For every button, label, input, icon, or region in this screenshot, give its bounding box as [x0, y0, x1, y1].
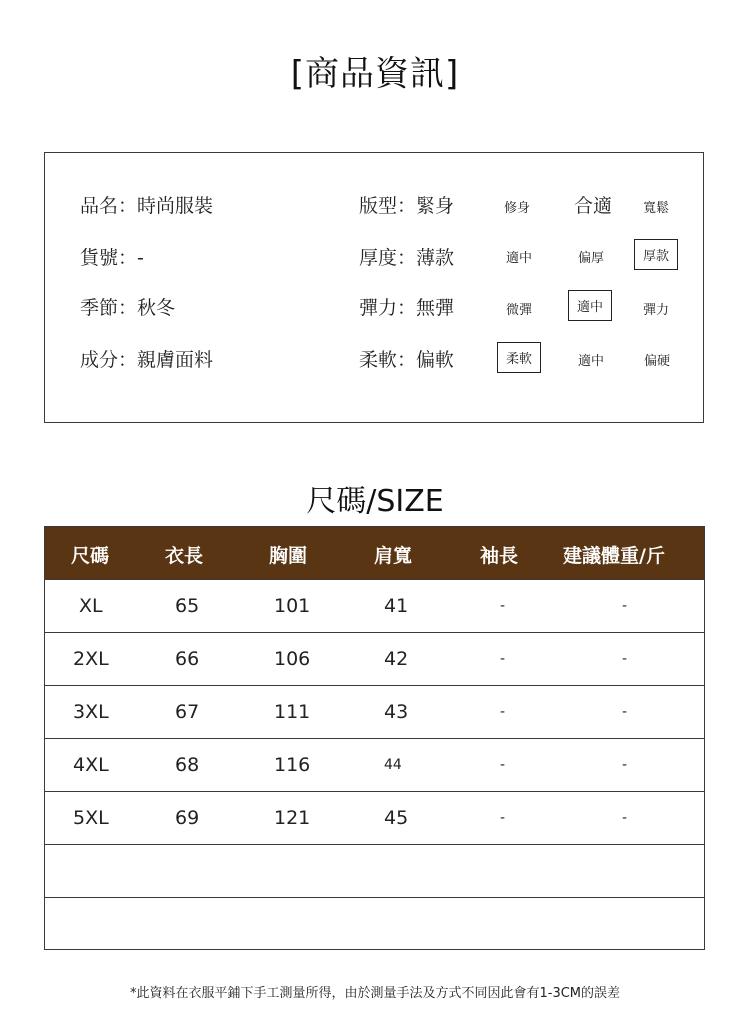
- header-shoulder: 肩寬: [374, 545, 413, 567]
- cell-shoulder: 45: [384, 807, 409, 829]
- cell-chest: 101: [274, 595, 311, 617]
- cell-shoulder: 43: [384, 701, 409, 723]
- elasticity-option-slight: 微彈: [506, 303, 533, 318]
- table-row: [45, 791, 704, 844]
- table-header: [45, 527, 704, 579]
- cell-length: 68: [175, 754, 200, 776]
- thickness-option-thick: 偏厚: [578, 251, 605, 266]
- table-row: [45, 579, 704, 632]
- cell-length: 69: [175, 807, 200, 829]
- cell-chest: 106: [274, 648, 311, 670]
- product-season: 季節：秋冬: [80, 297, 176, 319]
- header-weight: 建議體重/斤: [563, 545, 665, 567]
- table-row-empty: [45, 897, 704, 950]
- cell-size: 4XL: [73, 754, 109, 776]
- fit-option-loose: 寬鬆: [643, 201, 670, 216]
- elasticity-label: 彈力：無彈: [359, 297, 455, 319]
- cell-size: 2XL: [73, 648, 109, 670]
- table-row: [45, 685, 704, 738]
- measurement-footnote: *此資料在衣服平鋪下手工測量所得，由於測量手法及方式不同因此會有1-3CM的誤差: [129, 986, 621, 1001]
- softness-option-hard: 偏硬: [644, 354, 671, 369]
- size-title: 尺碼/SIZE: [306, 484, 444, 519]
- cell-chest: 121: [274, 807, 311, 829]
- elasticity-option-stretch: 彈力: [643, 303, 670, 318]
- fit-option-slim: 修身: [504, 201, 531, 216]
- softness-option-soft-selected: 柔軟: [497, 342, 541, 373]
- product-name: 品名：時尚服裝: [80, 195, 214, 217]
- header-chest: 胸圍: [269, 545, 308, 567]
- cell-length: 66: [175, 648, 200, 670]
- header-size: 尺碼: [71, 545, 110, 567]
- softness-option-medium: 適中: [578, 354, 605, 369]
- cell-sleeve: -: [500, 757, 506, 773]
- thickness-option-heavy-selected: 厚款: [634, 239, 678, 270]
- table-row: [45, 632, 704, 685]
- table-row-empty: [45, 844, 704, 897]
- table-row: [45, 738, 704, 791]
- cell-weight: -: [622, 810, 628, 826]
- cell-size: 3XL: [73, 701, 109, 723]
- cell-sleeve: -: [500, 810, 506, 826]
- header-length: 衣長: [165, 545, 204, 567]
- cell-shoulder: 41: [384, 595, 409, 617]
- cell-weight: -: [622, 704, 628, 720]
- cell-length: 65: [175, 595, 200, 617]
- cell-weight: -: [622, 598, 628, 614]
- softness-label: 柔軟：偏軟: [359, 349, 455, 371]
- size-table: [44, 526, 705, 950]
- cell-length: 67: [175, 701, 200, 723]
- cell-shoulder: 44: [384, 757, 402, 773]
- fit-option-regular: 合適: [574, 195, 613, 217]
- cell-weight: -: [622, 651, 628, 667]
- cell-sleeve: -: [500, 651, 506, 667]
- header-sleeve: 袖長: [480, 545, 519, 567]
- cell-weight: -: [622, 757, 628, 773]
- cell-shoulder: 42: [384, 648, 409, 670]
- product-item-no: 貨號：-: [80, 247, 144, 269]
- cell-size: XL: [79, 595, 103, 617]
- cell-sleeve: -: [500, 704, 506, 720]
- thickness-label: 厚度：薄款: [359, 247, 455, 269]
- product-info-box: [44, 152, 704, 423]
- cell-size: 5XL: [73, 807, 109, 829]
- info-title: [商品資訊]: [290, 54, 460, 94]
- fit-label: 版型：緊身: [359, 195, 455, 217]
- product-material: 成分：親膚面料: [80, 349, 214, 371]
- cell-sleeve: -: [500, 598, 506, 614]
- cell-chest: 111: [274, 701, 311, 723]
- elasticity-option-medium-selected: 適中: [568, 290, 612, 321]
- thickness-option-medium: 適中: [506, 251, 533, 266]
- cell-chest: 116: [274, 754, 311, 776]
